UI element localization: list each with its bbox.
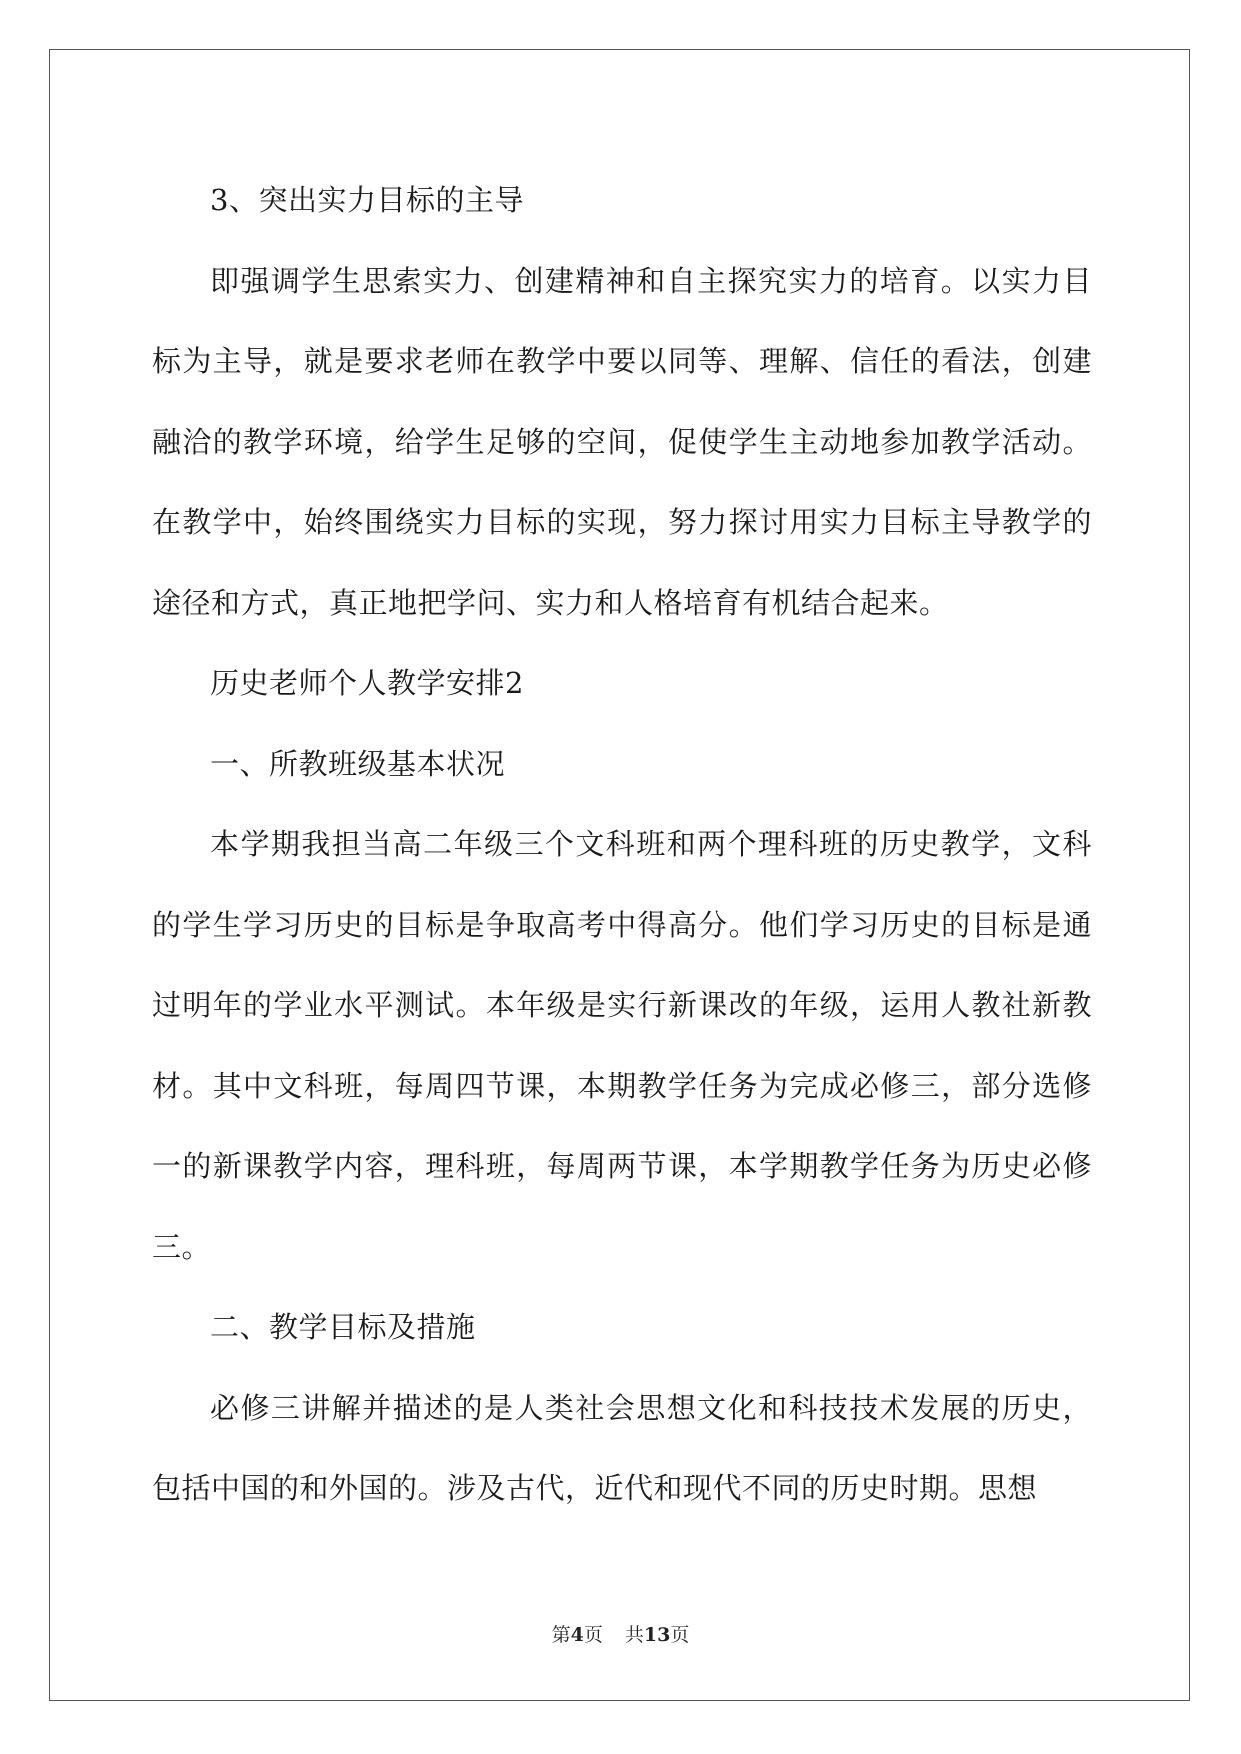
total-prefix: 共	[624, 1624, 644, 1646]
heading-class-situation: 一、所教班级基本状况	[210, 746, 506, 781]
section-title-plan-2: 历史老师个人教学安排2	[210, 666, 524, 700]
paragraph-class-situation: 本学期我担当高二年级三个文科班和两个理科班的历史教学，文科的学生学习历史的目标是争取高考中得高分。他们学习历史的目标是通过明年的学业水平测试。本年级是实行新课改的年级，运用人教社新教材。其中文科班，每周四节课，本期教学任务为完成必修三，部分选修一的新课教学内容，理科班，每周两节课，本学期教学任务为历史必修三。	[152, 827, 1092, 1264]
heading-goals-measures: 二、教学目标及措施	[210, 1310, 476, 1344]
heading-ability-goal: 3、突出实力目标的主导	[210, 183, 524, 217]
page-number: 4	[570, 1624, 584, 1646]
page-footer	[0, 1620, 1241, 1647]
document-body	[152, 160, 1092, 1529]
paragraph-ability-goal: 即强调学生思索实力、创建精神和自主探究实力的培育。以实力目标为主导，就是要求老师在教学中要以同等、理解、信任的看法，创建融洽的教学环境，给学生足够的空间，促使学生主动地参加教学活动。在教学中，始终围绕实力目标的实现，努力探讨用实力目标主导教学的途径和方式，真正地把学问、实力和人格培育有机结合起来。	[152, 263, 1092, 620]
paragraph-goals-measures: 必修三讲解并描述的是人类社会思想文化和科技技术发展的历史，包括中国的和外国的。涉及古代，近代和现代不同的历史时期。思想	[152, 1390, 1092, 1505]
page-prefix: 第	[551, 1624, 571, 1646]
total-pages: 13	[643, 1624, 671, 1646]
total-suffix: 页	[670, 1624, 690, 1646]
page-suffix: 页	[583, 1624, 603, 1646]
